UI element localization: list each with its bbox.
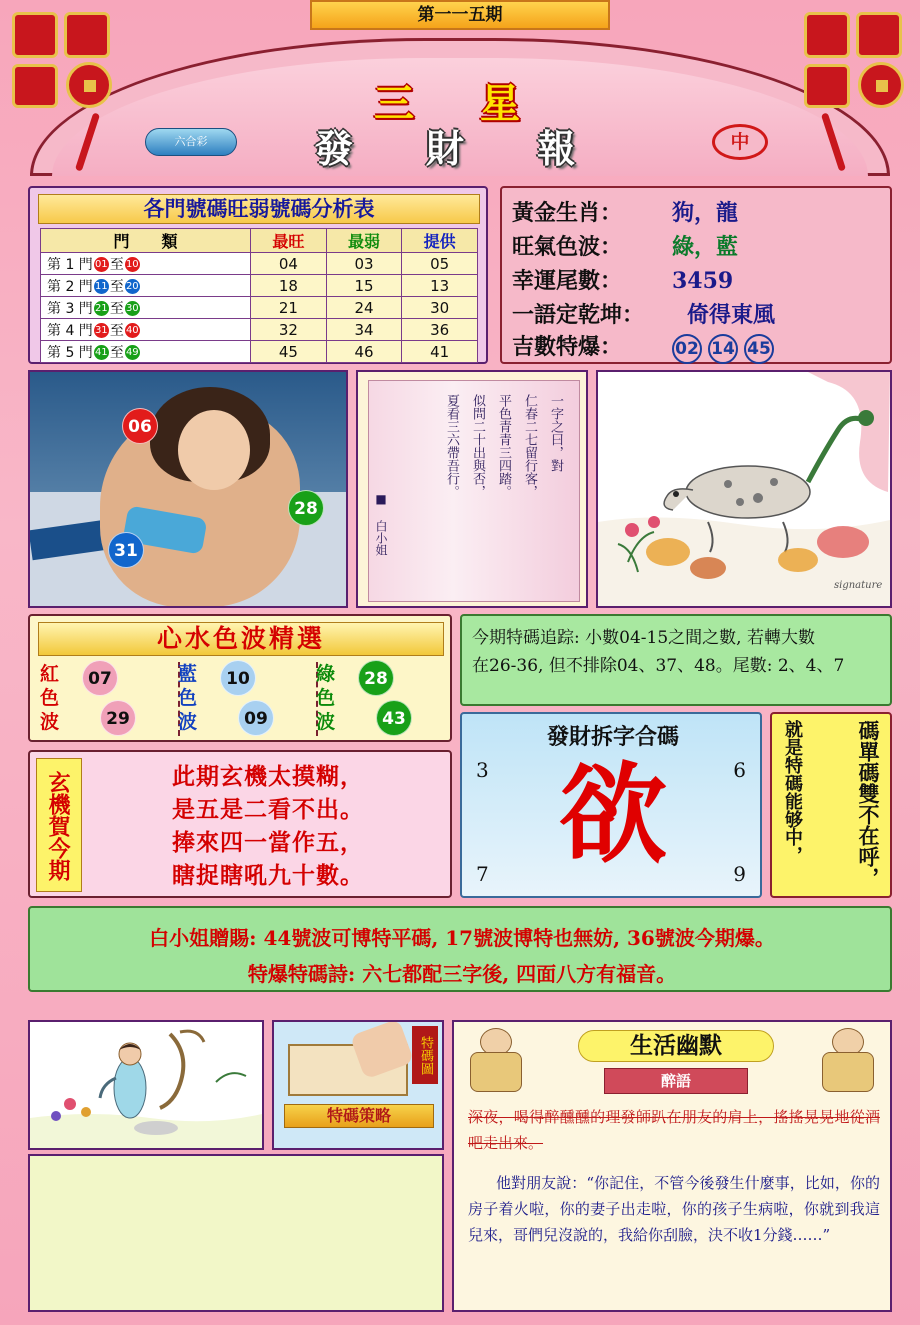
gate-cell: 第 3 門 21 至 30 bbox=[41, 297, 251, 319]
offer-cell: 05 bbox=[402, 253, 478, 275]
chaizi-bottom-left: 7 bbox=[476, 862, 489, 886]
poem-line-2: 仁春二七留行客， bbox=[522, 394, 537, 498]
track-line-1: 今期特碼追踪: 小數04-15之間之數, 若轉大數 bbox=[472, 628, 815, 648]
cold-cell: 03 bbox=[326, 253, 402, 275]
gate-cell: 第 4 門 31 至 40 bbox=[41, 319, 251, 341]
table-row bbox=[41, 253, 478, 275]
svg-text:signature: signature bbox=[834, 580, 883, 591]
poem-line-1: 一字之曰，對 bbox=[548, 394, 563, 472]
table-row bbox=[41, 319, 478, 341]
poem-scroll-image bbox=[356, 370, 588, 608]
info-label: 黃金生肖： bbox=[512, 200, 623, 226]
chaizi-bottom-right: 9 bbox=[733, 862, 746, 886]
humor-paragraph-1 bbox=[468, 1104, 880, 1156]
seal-logo-icon: 中 bbox=[698, 124, 782, 160]
info-value: 3459 bbox=[672, 268, 734, 294]
info-label: 幸運尾數： bbox=[512, 268, 623, 294]
gate-cell: 第 1 門 01 至 10 bbox=[41, 253, 251, 275]
col-gate: 門 類 bbox=[41, 229, 251, 253]
character-decomposition-panel bbox=[460, 712, 762, 898]
offer-cell: 41 bbox=[402, 341, 478, 363]
xuanji-poem-panel bbox=[28, 750, 452, 898]
col-offer: 提供 bbox=[402, 229, 478, 253]
wave-title: 心水色波精選 bbox=[38, 622, 444, 656]
xuanji-line-2: 是五是二看不出。 bbox=[172, 796, 364, 823]
gate-cell: 第 2 門 11 至 20 bbox=[41, 275, 251, 297]
info-value: 綠，藍 bbox=[672, 234, 739, 260]
hot-cell: 45 bbox=[251, 341, 327, 363]
info-row-color bbox=[512, 230, 884, 260]
humor-paragraph-1-text: 深夜，喝得醉醺醺的理發師趴在朋友的肩上，搖搖晃晃地從酒吧走出來。 bbox=[468, 1108, 880, 1152]
info-row-zodiac bbox=[512, 196, 884, 226]
strategy-book-image bbox=[272, 1020, 444, 1150]
wave-label: 紅色波 bbox=[40, 663, 60, 733]
poem-line-4: 似問二十出與否， bbox=[470, 394, 485, 498]
issue-number: 第一一五期 bbox=[310, 0, 610, 30]
info-row-phrase bbox=[512, 298, 884, 328]
cold-cell: 34 bbox=[326, 319, 402, 341]
info-row-lucky bbox=[512, 330, 884, 360]
humor-paragraph-2: 他對朋友說：“你記住，不管今後發生什麼事，比如，你的房子着火啦，你的妻子出走啦，你的孩子生病啦，你就到我這兒來，哥們兒沒說的，我給你刮臉，決不收1分錢……” bbox=[468, 1174, 880, 1244]
cold-cell: 24 bbox=[326, 297, 402, 319]
cold-cell: 15 bbox=[326, 275, 402, 297]
wave-number-ball: 07 bbox=[82, 660, 118, 696]
lucky-ball: 14 bbox=[708, 334, 738, 364]
bottom-illustration-svg bbox=[30, 1022, 262, 1148]
xuanji-line-1: 此期玄機太摸糊， bbox=[172, 763, 364, 790]
doll-right-icon bbox=[820, 1028, 876, 1092]
chaizi-top-right: 6 bbox=[733, 758, 746, 782]
poem-line-3: 平色青青三四踏。 bbox=[496, 394, 511, 498]
col-hot: 最旺 bbox=[251, 229, 327, 253]
special-number-tracking bbox=[460, 614, 892, 706]
model-photo bbox=[28, 370, 348, 608]
xuanji-badge: 玄機賀今期 bbox=[36, 758, 82, 892]
doll-left-icon bbox=[468, 1028, 524, 1092]
lottery-logo-icon: 六合彩 bbox=[145, 128, 237, 156]
wave-number-ball: 29 bbox=[100, 700, 136, 736]
table-row bbox=[41, 341, 478, 363]
wave-number-ball: 10 bbox=[220, 660, 256, 696]
offer-cell: 13 bbox=[402, 275, 478, 297]
info-label: 吉數特爆： bbox=[512, 334, 623, 360]
humor-subtitle: 醉語 bbox=[604, 1068, 748, 1094]
poem-line-5: 夏看三六帶吾行。 bbox=[444, 394, 459, 498]
wave-number-ball: 28 bbox=[358, 660, 394, 696]
tip-line-2: 特爆特碼詩: 六七都配三字後, 四面八方有福音。 bbox=[247, 962, 677, 986]
wave-number-ball: 43 bbox=[376, 700, 412, 736]
hot-cell: 32 bbox=[251, 319, 327, 341]
wave-column bbox=[38, 660, 170, 738]
xuanji-line-4: 瞎捉瞎吼九十數。 bbox=[172, 862, 364, 889]
lucky-ball: 02 bbox=[672, 334, 702, 364]
analysis-title: 各門號碼旺弱號碼分析表 bbox=[38, 194, 480, 224]
hot-cell: 21 bbox=[251, 297, 327, 319]
offer-cell: 36 bbox=[402, 319, 478, 341]
color-wave-panel bbox=[28, 614, 452, 742]
strategy-banner: 特碼策略 bbox=[284, 1104, 434, 1128]
wave-column bbox=[176, 660, 308, 738]
humor-title: 生活幽默 bbox=[578, 1030, 774, 1062]
bottom-illustration bbox=[28, 1020, 264, 1150]
book-tag-label: 特碼圖 bbox=[412, 1026, 438, 1084]
bottom-blank-panel bbox=[28, 1154, 444, 1312]
slogan-left: 就是特碼能够中， bbox=[782, 720, 803, 864]
golden-info-panel bbox=[500, 186, 892, 364]
wave-number-ball: 09 bbox=[238, 700, 274, 736]
info-value: 狗，龍 bbox=[672, 200, 739, 226]
info-label: 一語定乾坤： bbox=[512, 302, 645, 328]
xuanji-line-3: 捧來四一當作五， bbox=[172, 829, 364, 856]
side-slogan-panel bbox=[770, 712, 892, 898]
chaizi-top-left: 3 bbox=[476, 758, 489, 782]
page-header bbox=[0, 0, 920, 178]
gate-cell: 第 5 門 41 至 49 bbox=[41, 341, 251, 363]
info-row-tails bbox=[512, 264, 884, 294]
tips-panel bbox=[28, 906, 892, 992]
offer-cell: 30 bbox=[402, 297, 478, 319]
slogan-right: 碼單碼雙不在呼， bbox=[856, 720, 881, 888]
table-row bbox=[41, 275, 478, 297]
cartoon-illustration bbox=[596, 370, 892, 608]
cartoon-svg bbox=[598, 372, 890, 606]
page-subtitle: 發 財 報 bbox=[314, 126, 606, 171]
tip-line-1: 白小姐贈賜: 44號波可博特平碼, 17號波博特也無妨, 36號波今期爆。 bbox=[149, 926, 775, 950]
page-title: 三 星 bbox=[374, 81, 546, 127]
xuanji-lines bbox=[90, 760, 446, 892]
photo-number-ball: 28 bbox=[288, 490, 324, 526]
analysis-table bbox=[40, 228, 478, 363]
cold-cell: 46 bbox=[326, 341, 402, 363]
hot-cell: 18 bbox=[251, 275, 327, 297]
wave-column bbox=[314, 660, 446, 738]
wave-label: 藍色波 bbox=[178, 663, 198, 733]
gate-analysis-panel bbox=[28, 186, 488, 364]
info-label: 旺氣色波： bbox=[512, 234, 623, 260]
lucky-ball: 45 bbox=[744, 334, 774, 364]
hot-cell: 04 bbox=[251, 253, 327, 275]
track-line-2: 在26-36, 但不排除04、37、48。尾數: 2、4、7 bbox=[472, 656, 845, 676]
col-cold: 最弱 bbox=[326, 229, 402, 253]
photo-number-ball: 06 bbox=[122, 408, 158, 444]
poem-signature: ■ 白小姐 bbox=[374, 492, 388, 556]
table-header-row bbox=[41, 229, 478, 253]
lucky-ball-group bbox=[672, 334, 780, 360]
table-row bbox=[41, 297, 478, 319]
life-humor-panel bbox=[452, 1020, 892, 1312]
chaizi-title: 發財拆字合碼 bbox=[546, 724, 679, 750]
info-value: 倚得東風 bbox=[687, 302, 776, 328]
photo-number-ball: 31 bbox=[108, 532, 144, 568]
wave-label: 綠色波 bbox=[316, 663, 336, 733]
chaizi-big-character: 欲 bbox=[558, 752, 667, 878]
